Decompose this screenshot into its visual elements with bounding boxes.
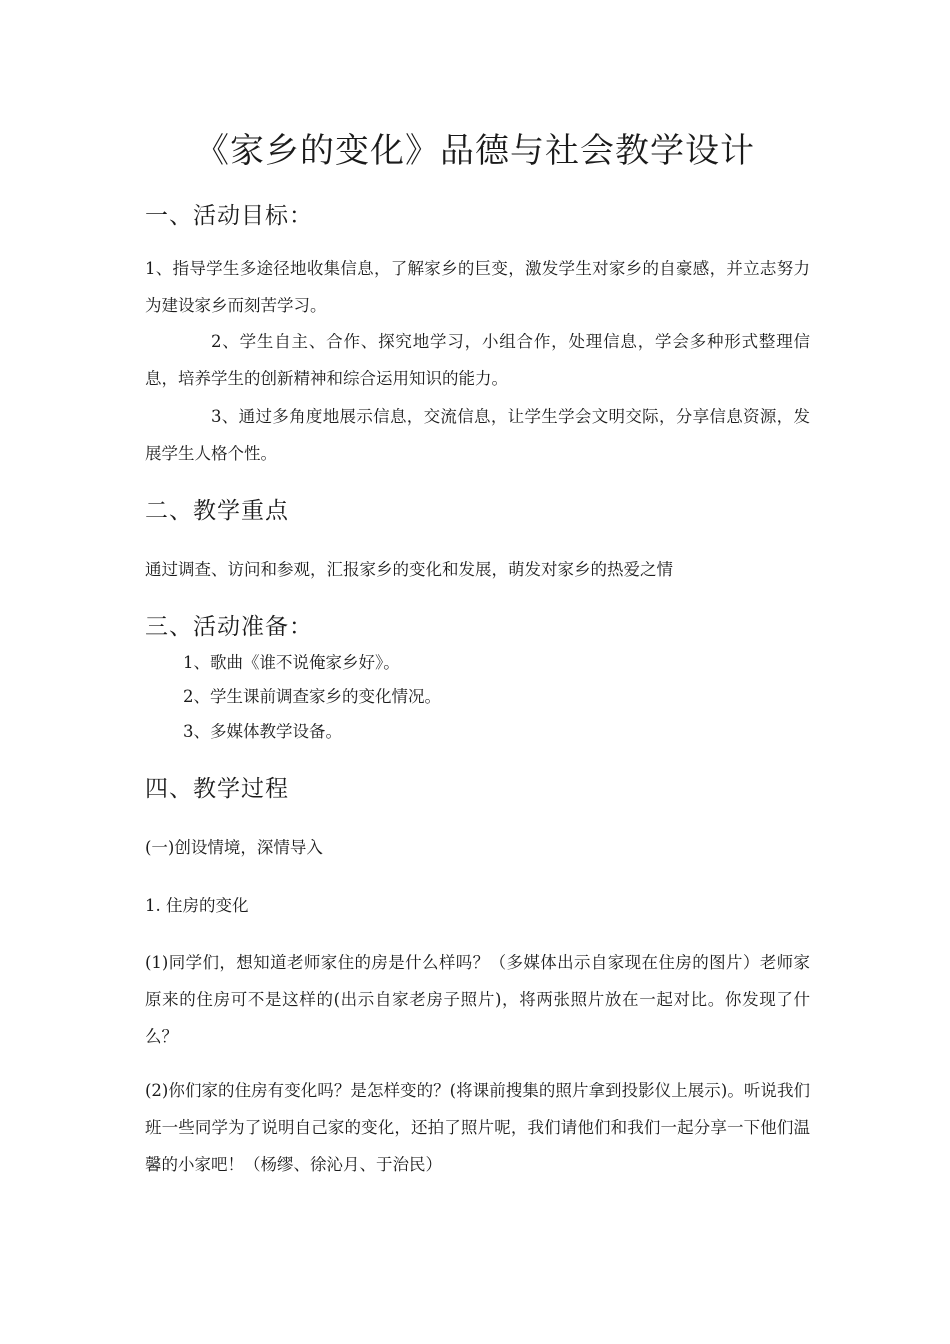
- process-subheading-1: (一)创设情境，深情导入: [145, 838, 323, 857]
- goal-paragraph-3: 3、通过多角度地展示信息，交流信息，让学生学会文明交际，分享信息资源，发展学生人格个性。: [145, 407, 810, 463]
- process-paragraph-2: (2)你们家的住房有变化吗？是怎样变的？(将课前搜集的照片拿到投影仪上展示)。听说我们班一些同学为了说明自己家的变化，还拍了照片呢，我们请他们和我们一起分享一下他们温馨的小家吧！（杨缪、徐沁月、于治民）: [145, 1081, 810, 1174]
- section-heading-focus: 二、教学重点: [145, 498, 289, 524]
- section-heading-goals: 一、活动目标：: [145, 203, 313, 229]
- process-subheading-2: 1. 住房的变化: [145, 896, 249, 915]
- prep-item-2: 2、学生课前调查家乡的变化情况。: [183, 687, 441, 706]
- prep-item-3: 3、多媒体教学设备。: [183, 722, 342, 741]
- focus-paragraph: 通过调查、访问和参观，汇报家乡的变化和发展，萌发对家乡的热爱之情: [145, 560, 673, 579]
- goal-paragraph-2: 2、学生自主、合作、探究地学习，小组合作，处理信息，学会多种形式整理信息，培养学生的创新精神和综合运用知识的能力。: [145, 332, 810, 388]
- section-heading-prep: 三、活动准备：: [145, 614, 313, 640]
- goal-paragraph-1: 1、指导学生多途径地收集信息，了解家乡的巨变，激发学生对家乡的自豪感，并立志努力为建设家乡而刻苦学习。: [145, 259, 810, 315]
- process-paragraph-1: (1)同学们，想知道老师家住的房是什么样吗？（多媒体出示自家现在住房的图片）老师家原来的住房可不是这样的(出示自家老房子照片)，将两张照片放在一起对比。你发现了什么？: [145, 953, 810, 1046]
- prep-item-1: 1、歌曲《谁不说俺家乡好》。: [183, 653, 400, 672]
- section-heading-process: 四、教学过程: [145, 776, 289, 802]
- document-title: 《家乡的变化》品德与社会教学设计: [195, 131, 755, 171]
